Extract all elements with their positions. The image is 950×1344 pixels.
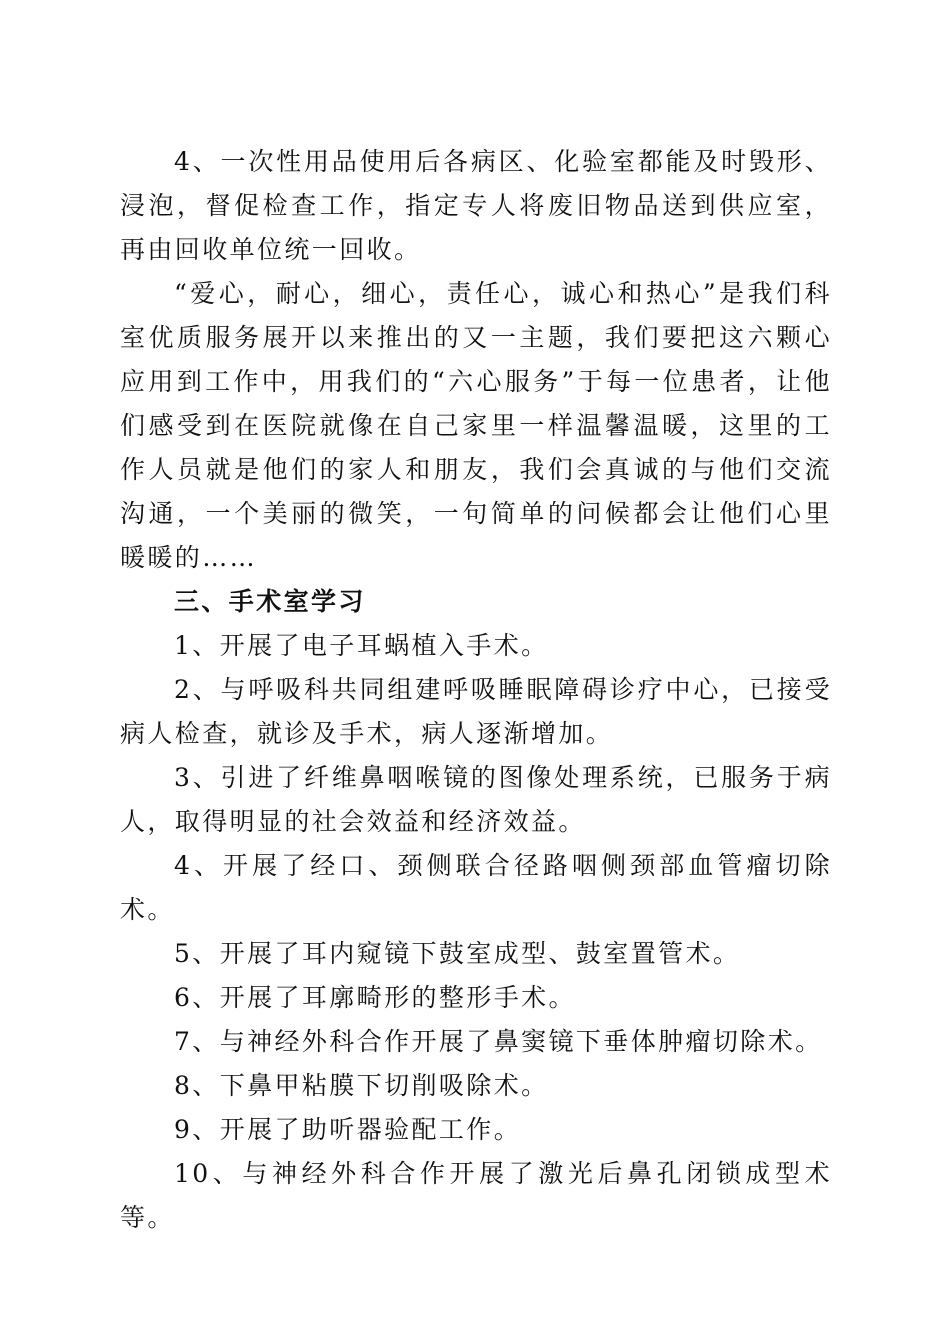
list-item: 6、开展了耳廓畸形的整形手术。 <box>174 983 576 1012</box>
list-item: 9、开展了助听器验配工作。 <box>174 1115 522 1144</box>
list-item: 3、引进了纤维鼻咽喉镜的图像处理系统，已服务于病人，取得明显的社会效益和经济效益。 <box>120 763 832 836</box>
list-item: 1、开展了电子耳蜗植入手术。 <box>174 631 549 660</box>
list-item: 2、与呼吸科共同组建呼吸睡眠障碍诊疗中心，已接受病人检查，就诊及手术，病人逐渐增加。 <box>120 675 832 748</box>
paragraph-disposables: 4、一次性用品使用后各病区、化验室都能及时毁形、浸泡，督促检查工作，指定专人将废旧物品送到供应室，再由回收单位统一回收。 <box>120 147 832 264</box>
section-heading: 三、手术室学习 <box>174 587 366 616</box>
document-body <box>120 140 832 1240</box>
list-item: 7、与神经外科合作开展了鼻窦镜下垂体肿瘤切除术。 <box>174 1027 823 1056</box>
paragraph-six-hearts-service: “爱心，耐心，细心，责任心，诚心和热心”是我们科室优质服务展开以来推出的又一主题，我们要把这六颗心应用到工作中，用我们的“六心服务”于每一位患者，让他们感受到在医院就像在自己家里一样温馨温暖，这里的工作人员就是他们的家人和朋友，我们会真诚的与他们交流沟通，一个美丽的微笑，一句简单的问候都会让他们心里暖暖的…… <box>120 279 832 572</box>
list-item: 8、下鼻甲粘膜下切削吸除术。 <box>174 1071 549 1100</box>
list-item: 5、开展了耳内窥镜下鼓室成型、鼓室置管术。 <box>174 939 741 968</box>
list-item: 10、与神经外科合作开展了激光后鼻孔闭锁成型术等。 <box>120 1159 832 1232</box>
list-item: 4、开展了经口、颈侧联合径路咽侧颈部血管瘤切除术。 <box>120 851 832 924</box>
